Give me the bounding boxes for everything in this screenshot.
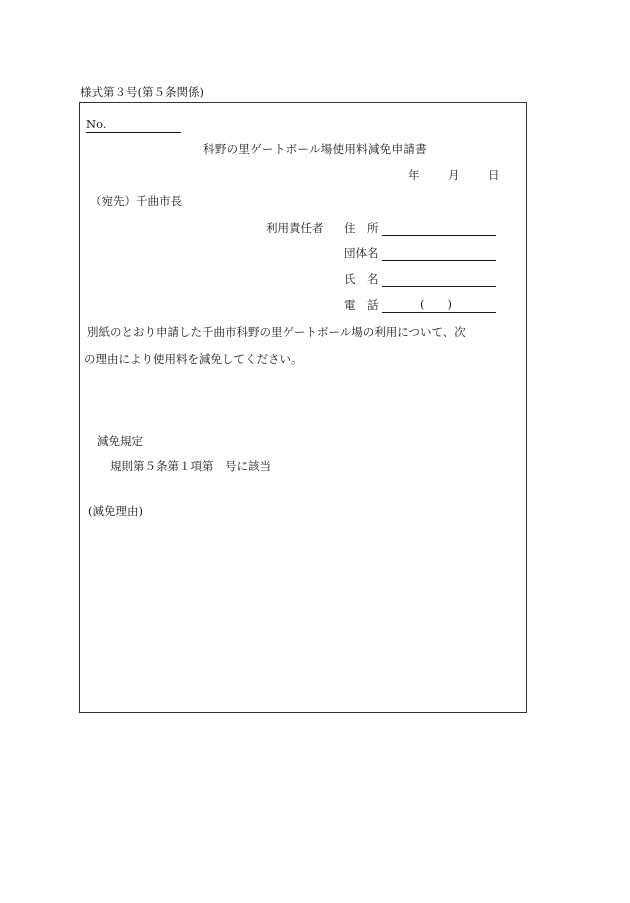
date-month-label: 月 bbox=[448, 168, 460, 182]
name-blank[interactable] bbox=[382, 273, 496, 287]
document-number bbox=[86, 117, 181, 133]
group-name-blank[interactable] bbox=[382, 247, 496, 261]
date-day-label: 日 bbox=[488, 168, 500, 182]
address-field bbox=[344, 220, 496, 236]
request-body-line-2: の理由により使用料を減免してください。 bbox=[84, 352, 303, 366]
responsible-person-label: 利用責任者 bbox=[266, 221, 324, 235]
exemption-regulation-rule: 規則第５条第１項第 号に該当 bbox=[110, 459, 271, 473]
address-label: 住 所 bbox=[344, 221, 379, 235]
addressee: （宛先）千曲市長 bbox=[90, 194, 182, 208]
phone-area-code-parens: ( ) bbox=[420, 297, 452, 311]
exemption-reason-heading: (減免理由) bbox=[88, 504, 143, 518]
date-year-label: 年 bbox=[408, 168, 420, 182]
request-body-line-1: 別紙のとおり申請した千曲市科野の里ゲートボール場の利用について、次 bbox=[87, 325, 466, 339]
document-title: 科野の里ゲートボール場使用料減免申請書 bbox=[203, 142, 427, 156]
document-number-label: No. bbox=[86, 117, 181, 133]
name-field bbox=[344, 271, 496, 287]
name-label: 氏 名 bbox=[344, 272, 379, 286]
phone-label: 電 話 bbox=[344, 298, 379, 312]
group-name-field bbox=[344, 245, 496, 261]
phone-blank[interactable] bbox=[382, 299, 496, 313]
phone-field bbox=[344, 297, 496, 313]
exemption-regulation-heading: 減免規定 bbox=[97, 434, 143, 448]
date-row bbox=[408, 167, 500, 183]
group-name-label: 団体名 bbox=[344, 246, 379, 260]
form-number-label: 様式第３号(第５条関係) bbox=[80, 85, 204, 99]
address-blank[interactable] bbox=[382, 222, 496, 236]
